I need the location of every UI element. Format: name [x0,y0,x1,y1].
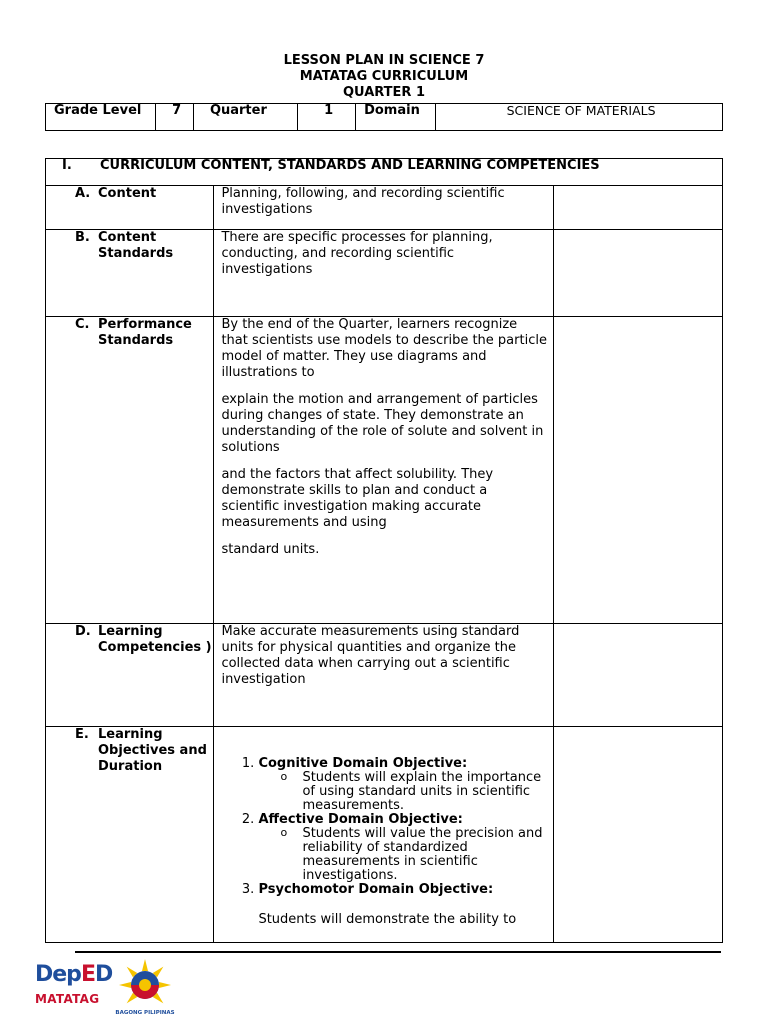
curriculum-table [45,158,723,943]
deped-wordmark: DepED [35,962,113,987]
bagong-pilipinas-emblem-icon [115,957,175,1017]
performance-paragraph-2: explain the motion and arrangement of particles during changes of state. They demonstrate an understanding of the role of solute and solvent in solutions [221,392,544,455]
row-learning-competencies-letter: D. [75,624,91,639]
section-header-row [46,159,723,186]
row-learning-objectives-letter: E. [75,727,89,742]
objective-item-2 [258,813,547,883]
row-learning-competencies-label [46,624,214,727]
row-performance-standards-text [214,317,554,624]
objective-3-title: Psychomotor Domain Objective: [258,882,494,897]
objective-2-sublist [258,827,547,883]
objective-1-detail: o Students will explain the importance of using standard units in scientific measurements. [280,771,547,813]
bagong-pilipinas-caption: BAGONG PILIPINAS [115,1010,175,1016]
performance-paragraph-4: standard units. [221,542,320,557]
row-learning-competencies-text: Make accurate measurements using standard units for physical quantities and organize the collected data when carrying out a scientific investigation [214,624,554,727]
row-learning-competencies [46,624,723,727]
footer-divider [75,951,721,953]
row-content-title: Content [98,186,157,201]
title-line-2: MATATAG CURRICULUM [299,69,469,84]
objective-item-1 [258,757,547,813]
performance-paragraph-1: By the end of the Quarter, learners recognize that scientists use models to describe the particle model of matter. They use diagrams and illustrations to [221,317,547,380]
title-line-3: QUARTER 1 [342,85,426,100]
objective-item-3 [258,883,547,897]
domain-value: SCIENCE OF MATERIALS [436,104,723,131]
row-performance-standards-title: Performance Standards [98,317,192,348]
row-learning-competencies-title: Learning Competencies ) [98,624,212,655]
objective-2-detail: o Students will value the precision and reliability of standardized measurements in scientific investigations. [280,827,547,883]
performance-paragraph-3: and the factors that affect solubility. They demonstrate skills to plan and conduct a scientific investigation making accurate measurements and using [221,467,494,530]
grade-level-value: 7 [156,104,193,131]
grade-level-label: Grade Level [46,104,156,131]
title-line-1: LESSON PLAN IN SCIENCE 7 [283,53,485,68]
objectives-list [214,757,547,897]
matatag-wordmark: MATATAG [35,992,100,1006]
row-learning-objectives-text [214,727,554,943]
deped-matatag-logo [35,962,113,1014]
row-performance-standards-letter: C. [75,317,90,332]
row-performance-standards-label [46,317,214,624]
row-performance-standards [46,317,723,624]
section-roman: I. [62,158,72,173]
row-learning-objectives-notes [554,727,723,943]
row-learning-objectives [46,727,723,943]
row-content-standards-letter: B. [75,230,90,245]
row-content [46,186,723,230]
section-title: CURRICULUM CONTENT, STANDARDS AND LEARNING COMPETENCIES [100,158,600,173]
section-header [46,159,723,186]
domain-label: Domain [356,104,436,131]
row-content-notes [554,186,723,230]
row-learning-objectives-title: Learning Objectives and Duration [98,727,207,774]
quarter-label: Quarter [193,104,297,131]
row-content-standards-text: There are specific processes for planning, conducting, and recording scientific investigations [214,230,554,317]
document-title-block [0,53,768,101]
row-content-standards-title: Content Standards [98,230,174,261]
objective-3-trailing-text: Students will demonstrate the ability to [258,912,517,927]
row-content-standards [46,230,723,317]
objective-2-title: Affective Domain Objective: [258,812,463,827]
quarter-value: 1 [298,104,356,131]
row-content-standards-label [46,230,214,317]
objective-1-title: Cognitive Domain Objective: [258,756,468,771]
row-content-standards-notes [554,230,723,317]
row-content-label [46,186,214,230]
objective-1-sublist [258,771,547,813]
row-content-text: Planning, following, and recording scientific investigations [214,186,554,230]
grade-info-row [46,104,723,131]
row-learning-objectives-label [46,727,214,943]
row-learning-competencies-notes [554,624,723,727]
row-performance-standards-notes [554,317,723,624]
row-content-letter: A. [75,186,91,201]
grade-info-table [45,103,723,131]
bagong-pilipinas-logo [115,957,175,1017]
